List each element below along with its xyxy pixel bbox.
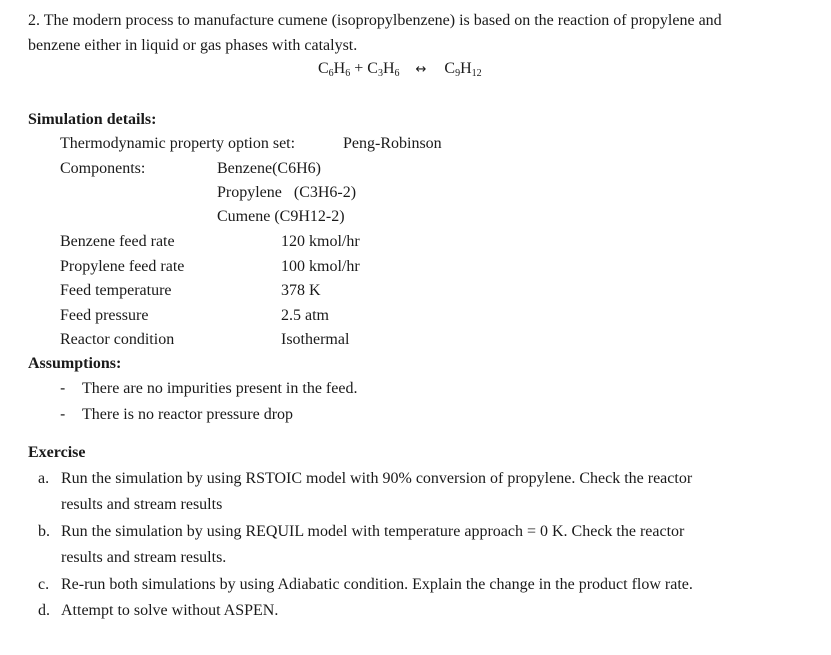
question-text-line-2: benzene either in liquid or gas phases with catalyst. (28, 37, 358, 54)
param-value: 2.5 atm (281, 307, 329, 324)
param-value: Isothermal (281, 331, 350, 348)
assumption-item: There is no reactor pressure drop (82, 406, 294, 423)
param-label: Feed temperature (60, 282, 172, 299)
param-label: Propylene feed rate (60, 258, 185, 275)
param-label: Feed pressure (60, 307, 149, 324)
exercise-marker: d. (38, 602, 50, 619)
bullet-dash-icon: - (60, 406, 66, 423)
exercise-item-c-line-1: Re-run both simulations by using Adiabatic condition. Explain the change in the product flow rate. (61, 576, 693, 593)
components-label: Components: (60, 160, 146, 177)
component-cumene: Cumene (C9H12-2) (217, 208, 345, 225)
exercise-marker: a. (38, 470, 50, 487)
reaction-equation (318, 60, 482, 78)
bullet-dash-icon: - (60, 380, 66, 397)
benzene-formula: $C_6H_6$ (318, 60, 351, 79)
param-value: 378 K (281, 282, 321, 299)
question-text-line-1: 2. The modern process to manufacture cumene (isopropylbenzene) is based on the reaction of propylene and (28, 12, 722, 29)
cumene-formula: $C_9H_{12}$ (444, 60, 482, 79)
component-benzene: Benzene(C6H6) (217, 160, 321, 177)
param-label: Benzene feed rate (60, 233, 175, 250)
propylene-formula: $C_3H_6$ (367, 60, 400, 79)
exercise-item-b-line-1: Run the simulation by using REQUIL model with temperature approach = 0 K. Check the reactor (61, 523, 685, 540)
simulation-heading: Simulation details: (28, 111, 157, 128)
equilibrium-arrow-icon: ↔ (415, 62, 427, 77)
exercise-item-a-line-2: results and stream results (61, 496, 223, 513)
exercise-item-d-line-1: Attempt to solve without ASPEN. (61, 602, 279, 619)
param-value: 120 kmol/hr (281, 233, 360, 250)
thermo-value: Peng-Robinson (343, 135, 442, 152)
exercise-marker: b. (38, 523, 50, 540)
plus-sign: + (354, 60, 364, 77)
thermo-label: Thermodynamic property option set: (60, 135, 296, 152)
assumption-item: There are no impurities present in the feed. (82, 380, 358, 397)
exercise-item-b-line-2: results and stream results. (61, 549, 227, 566)
assumptions-heading: Assumptions: (28, 355, 122, 372)
param-label: Reactor condition (60, 331, 175, 348)
exercise-marker: c. (38, 576, 50, 593)
component-propylene: Propylene (C3H6-2) (217, 184, 357, 201)
exercise-heading: Exercise (28, 444, 86, 461)
exercise-item-a-line-1: Run the simulation by using RSTOIC model with 90% conversion of propylene. Check the reactor (61, 470, 693, 487)
param-value: 100 kmol/hr (281, 258, 360, 275)
